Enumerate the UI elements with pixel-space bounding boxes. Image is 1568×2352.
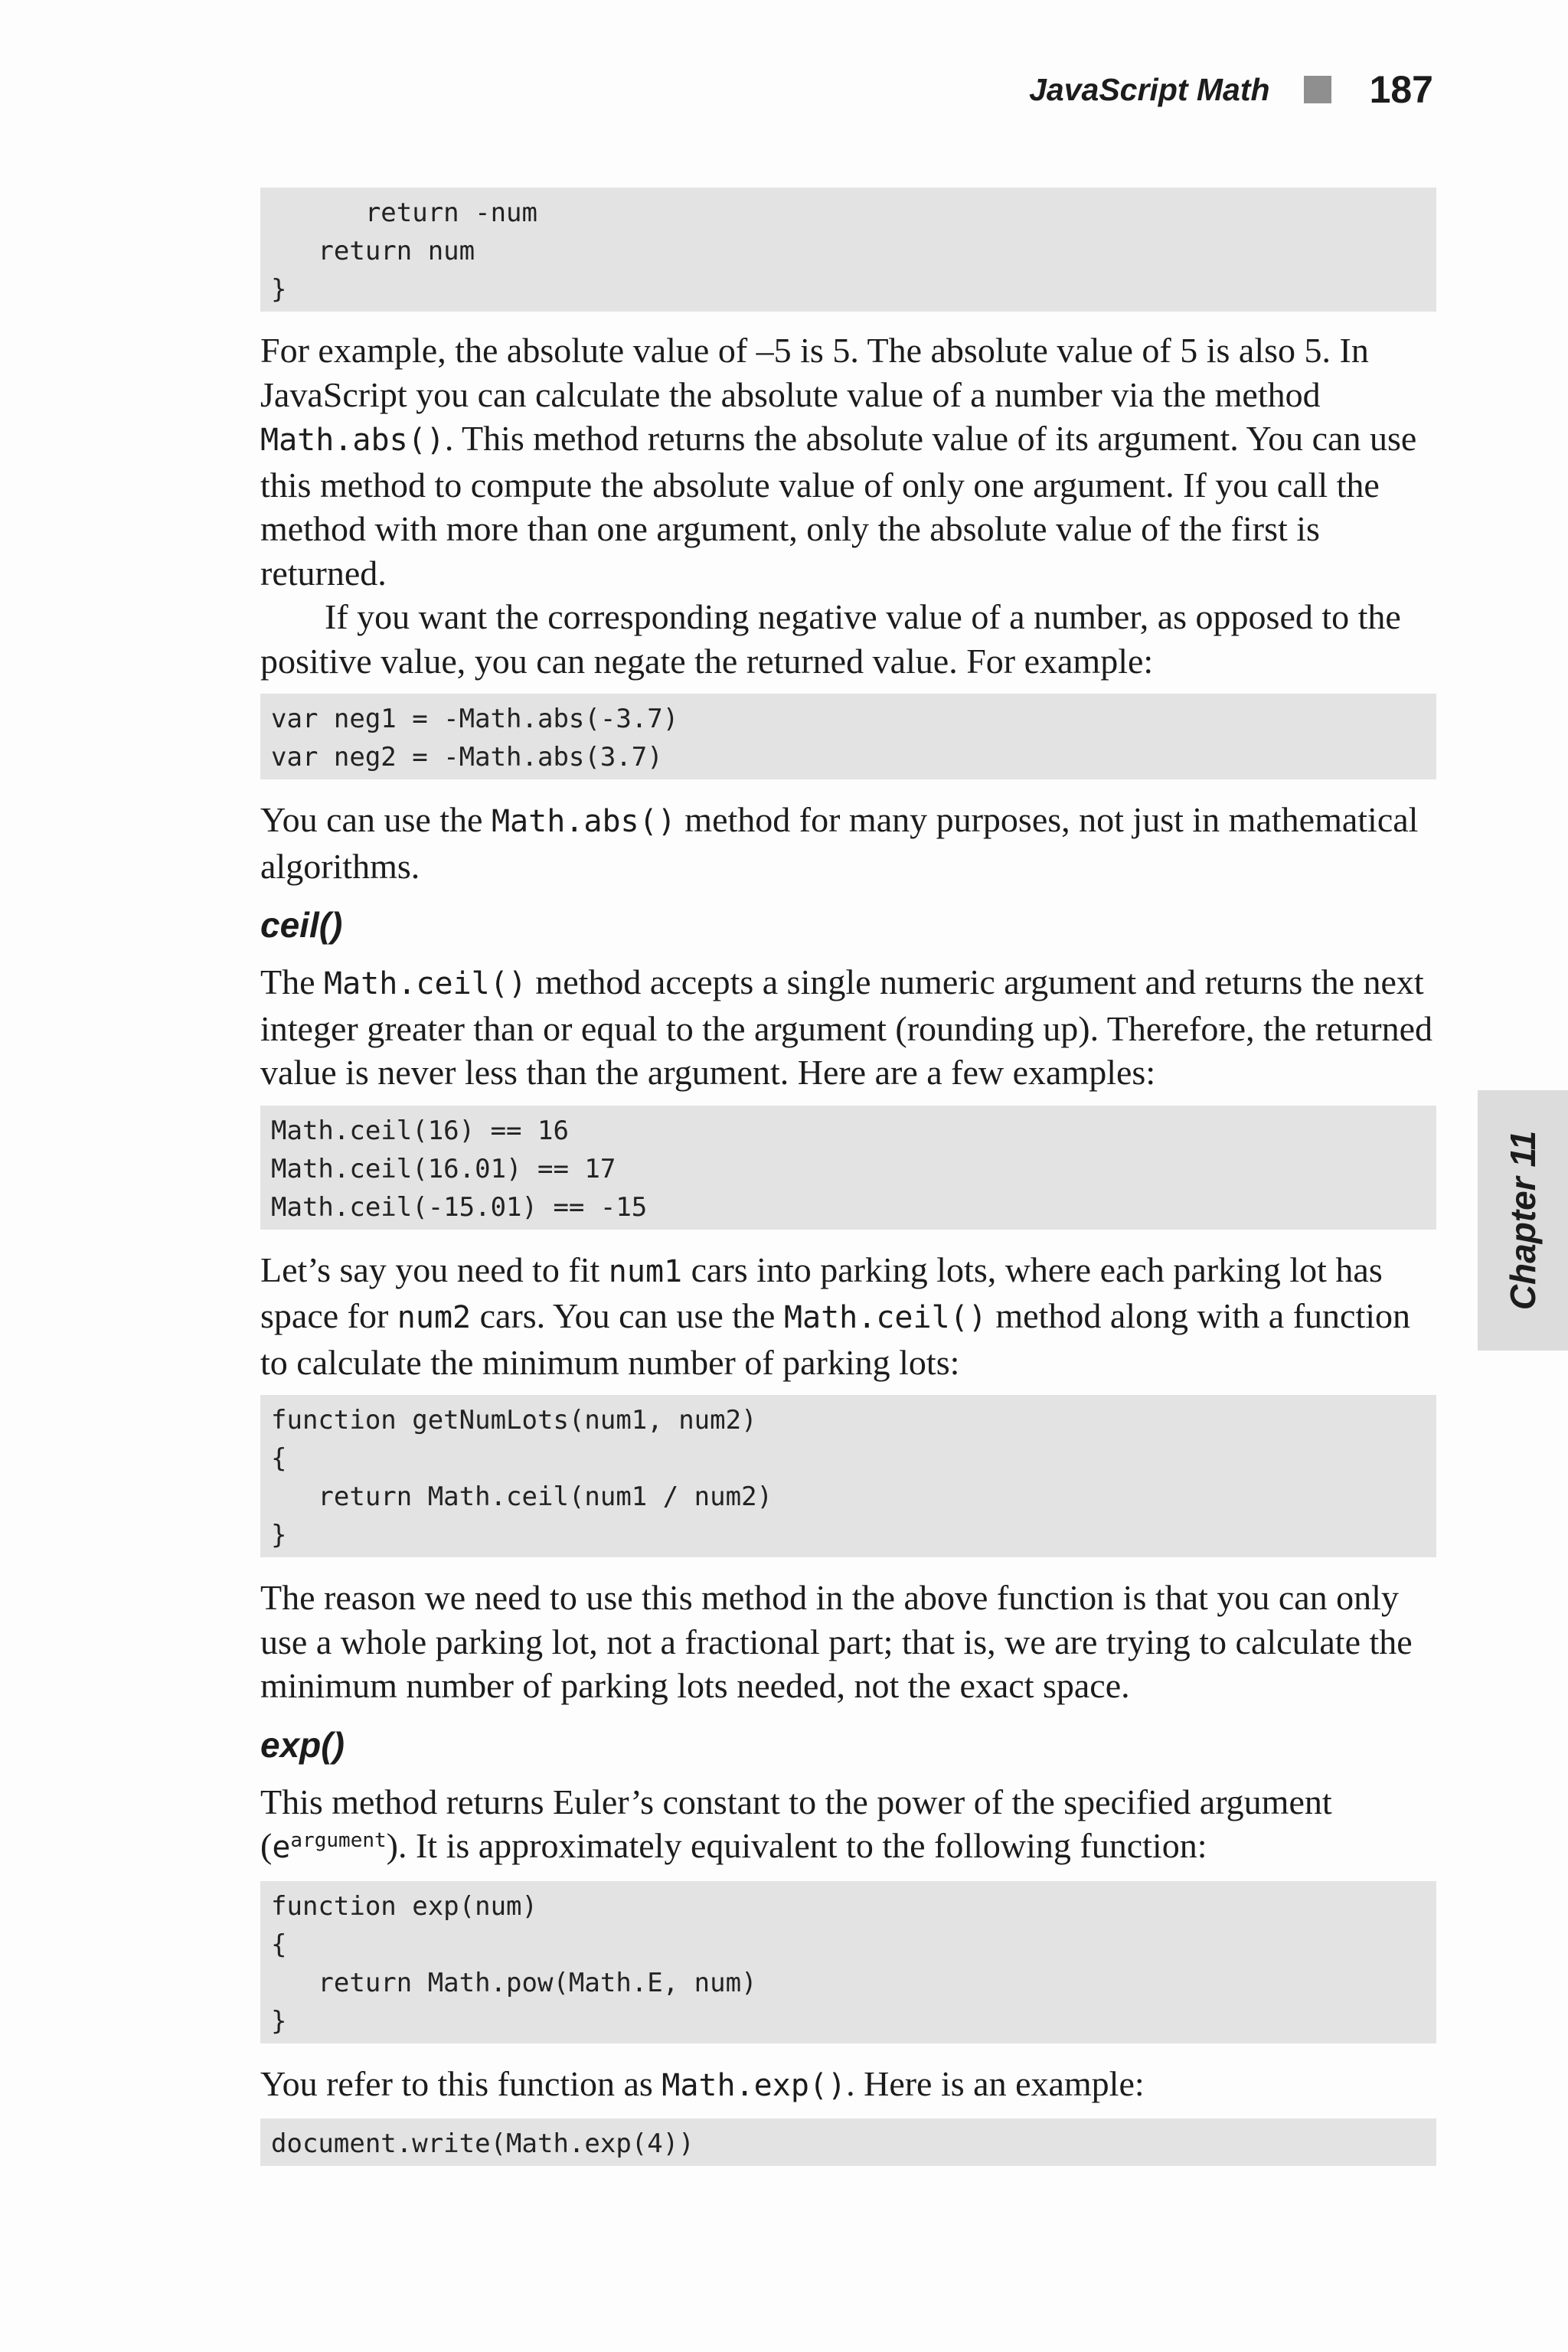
inline-code-base: e	[272, 1830, 291, 1865]
text-run: . Here is an example:	[846, 2063, 1145, 2103]
text-run: For example, the absolute value of –5 is 5. The absolute value of 5 is also 5. In JavaScript you can calculate the absolute value of a number via the method	[260, 331, 1369, 414]
text-run: The	[260, 962, 325, 1001]
code-block-ceil-examples	[260, 1106, 1436, 1230]
text-run: You can use the	[260, 800, 492, 839]
running-title: JavaScript Math	[1029, 71, 1270, 107]
text-run: Let’s say you need to fit	[260, 1250, 609, 1289]
code-line: }	[271, 274, 287, 305]
code-line: Math.ceil(-15.01) == -15	[271, 1191, 648, 1223]
paragraph-abs-purposes	[260, 798, 1436, 888]
code-block-abs-tail	[260, 188, 1436, 312]
paragraph-negate	[260, 595, 1436, 683]
code-line: }	[271, 2005, 287, 2037]
section-heading-exp: exp()	[260, 1724, 345, 1765]
code-line: Math.ceil(16) == 16	[271, 1115, 569, 1146]
page-number: 187	[1369, 68, 1433, 111]
code-line: function exp(num)	[271, 1890, 537, 1922]
page-body	[260, 188, 1436, 2184]
code-line: return num	[271, 236, 475, 266]
code-block-exp-function	[260, 1881, 1436, 2043]
text-run: You refer to this function as	[260, 2063, 662, 2103]
paragraph-ceil-intro	[260, 960, 1436, 1095]
inline-code: Math.abs()	[260, 423, 445, 458]
text-run: This method returns Euler’s constant to the power of the specified argument (	[260, 1782, 1332, 1865]
code-line: }	[271, 1520, 287, 1550]
code-block-get-num-lots	[260, 1395, 1436, 1557]
code-line: var neg2 = -Math.abs(3.7)	[271, 742, 663, 773]
chapter-tab-label: Chapter 11	[1503, 1130, 1543, 1311]
text-run: method along with a function to calculate the minimum number of parking lots:	[260, 1296, 1411, 1382]
code-line: return -num	[271, 198, 537, 228]
code-block-neg	[260, 694, 1436, 779]
paragraph-abs-explanation	[260, 328, 1436, 595]
code-line: var neg1 = -Math.abs(-3.7)	[271, 704, 679, 734]
inline-code: num1	[608, 1253, 683, 1289]
inline-code: Math.ceil()	[783, 1300, 987, 1335]
section-heading-ceil: ceil()	[260, 905, 343, 945]
paragraph-ceil-reason	[260, 1576, 1436, 1708]
code-line: Math.ceil(16.01) == 17	[271, 1153, 616, 1184]
text-run: . This method returns the absolute value of its argument. You can use this method to compute the absolute value of only one argument. If you call the method with more than one argument, only the absolute value of the first is returned.	[260, 419, 1417, 593]
code-line: function getNumLots(num1, num2)	[271, 1405, 757, 1436]
header-square-ornament	[1304, 76, 1331, 103]
code-line: return Math.pow(Math.E, num)	[271, 1967, 757, 1998]
code-line: return Math.ceil(num1 / num2)	[271, 1481, 773, 1512]
text-run: method for many purposes, not just in mathematical algorithms.	[260, 800, 1419, 886]
text-run: cars into parking lots, where each parking lot has space for	[260, 1250, 1383, 1335]
text-run: If you want the corresponding negative value of a number, as opposed to the positive value, you can negate the returned value. For example:	[260, 597, 1401, 681]
inline-code: Math.abs()	[491, 804, 676, 839]
inline-code: num2	[397, 1300, 472, 1335]
inline-code-superscript: argument	[290, 1829, 387, 1852]
running-header	[1029, 67, 1433, 112]
text-run: ). It is approximately equivalent to the following function:	[386, 1826, 1207, 1865]
code-line: {	[271, 1443, 287, 1474]
paragraph-exp-intro	[260, 1780, 1436, 1870]
code-block-exp-example	[260, 2118, 1436, 2166]
text-run: method accepts a single numeric argument and returns the next integer greater than or equal to the argument (rounding up). Therefore, the returned value is never less than the argument. Here are a few examples:	[260, 962, 1433, 1092]
chapter-thumb-tab	[1478, 1090, 1568, 1351]
text-run: cars. You can use the	[471, 1296, 784, 1335]
code-line: {	[271, 1929, 287, 1960]
inline-code: Math.exp()	[662, 2067, 847, 2103]
inline-code: Math.ceil()	[324, 966, 527, 1001]
text-run: The reason we need to use this method in the above function is that you can only use a whole parking lot, not a fractional part; that is, we are trying to calculate the minimum number of parking lots needed, not the exact space.	[260, 1578, 1413, 1705]
code-line: document.write(Math.exp(4))	[271, 2128, 694, 2159]
paragraph-exp-refer	[260, 2062, 1436, 2109]
paragraph-parking-lots	[260, 1248, 1436, 1385]
